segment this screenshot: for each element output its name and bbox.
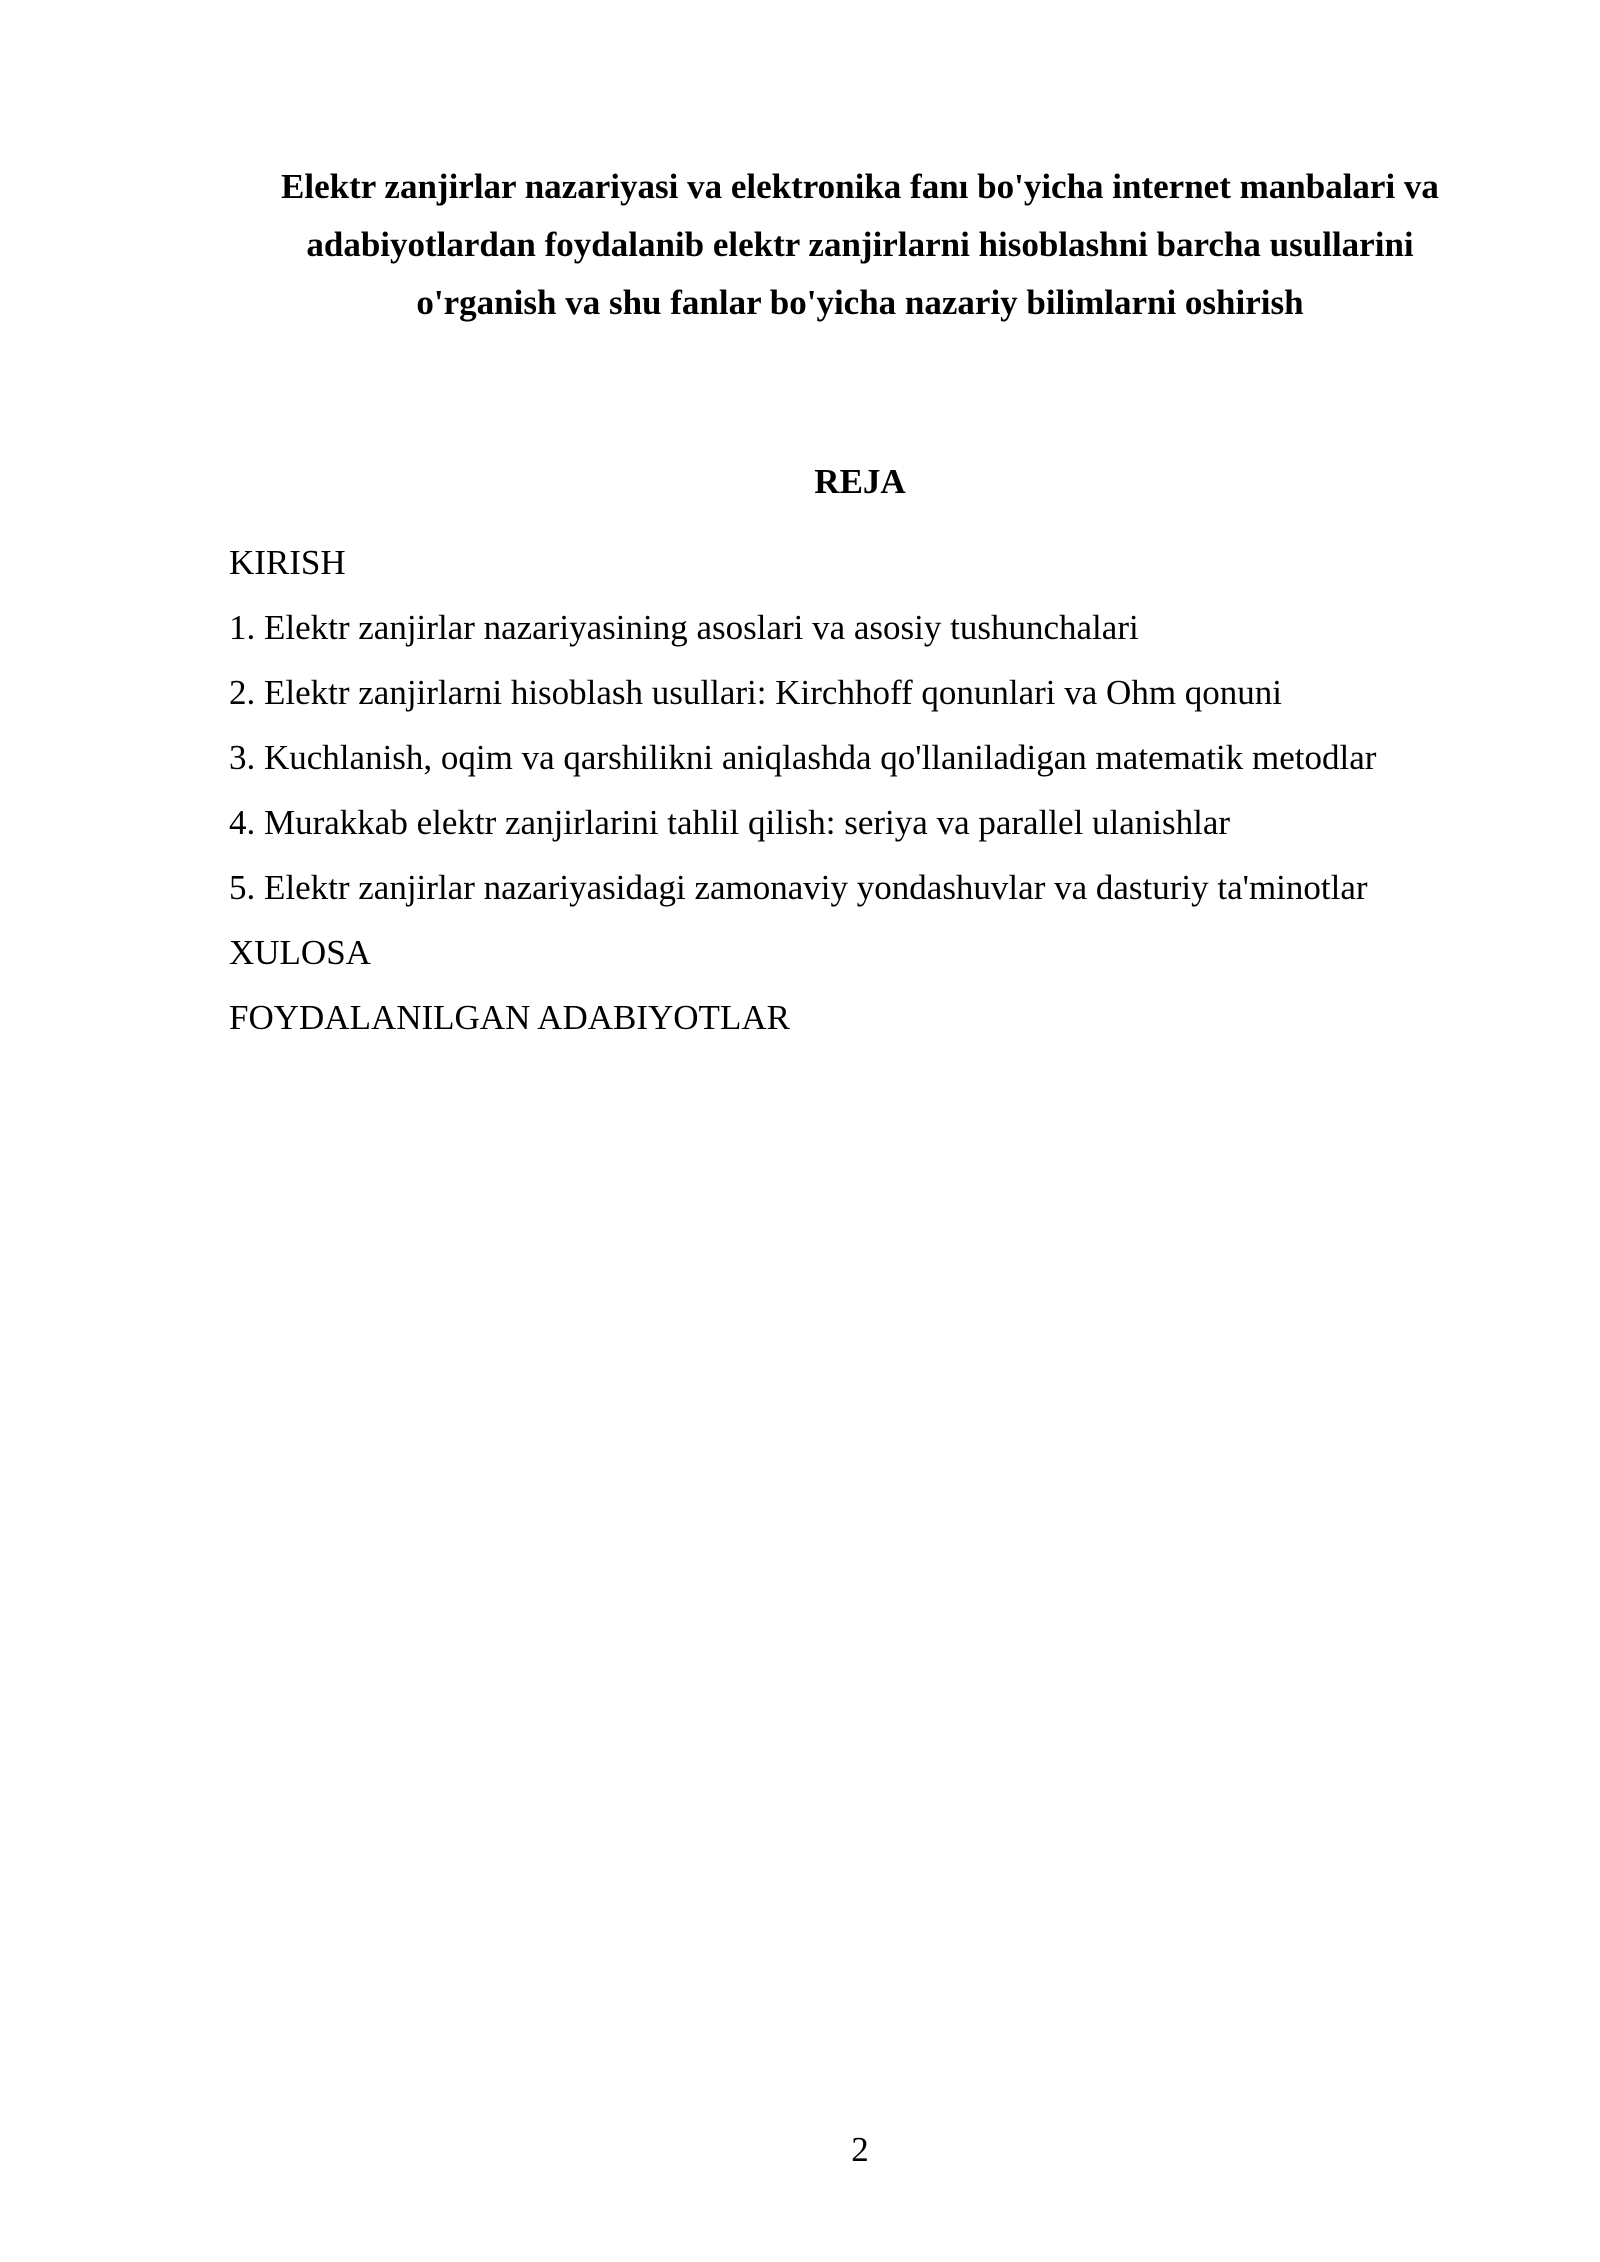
page-number: 2	[851, 2130, 869, 2169]
plan-item-5: 5. Elektr zanjirlar nazariyasidagi zamonaviy yondashuvlar va dasturiy ta'minotlar	[229, 868, 1368, 907]
plan-item-2: 2. Elektr zanjirlarni hisoblash usullari: Kirchhoff qonunlari va Ohm qonuni	[229, 673, 1283, 712]
document-title	[220, 158, 1500, 332]
plan-item-conclusion: XULOSA	[229, 933, 371, 972]
plan-item-introduction: KIRISH	[229, 543, 346, 582]
plan-item-4: 4. Murakkab elektr zanjirlarini tahlil qilish: seriya va parallel ulanishlar	[229, 803, 1231, 842]
title-line: Elektr zanjirlar nazariyasi va elektronika fanı bo'yicha internet manbalari va	[281, 167, 1439, 206]
plan-item-3: 3. Kuchlanish, oqim va qarshilikni aniqlashda qo'llaniladigan matematik metodlar	[229, 738, 1377, 777]
plan-list	[229, 530, 1529, 1050]
plan-heading: REJA	[814, 462, 906, 501]
plan-item-references: FOYDALANILGAN ADABIYOTLAR	[229, 998, 790, 1037]
title-line: o'rganish va shu fanlar bo'yicha nazariy bilimlarni oshirish	[416, 283, 1304, 322]
plan-item-1: 1. Elektr zanjirlar nazariyasining asoslari va asosiy tushunchalari	[229, 608, 1139, 647]
title-line: adabiyotlardan foydalanib elektr zanjirlarni hisoblashni barcha usullarini	[306, 225, 1414, 264]
